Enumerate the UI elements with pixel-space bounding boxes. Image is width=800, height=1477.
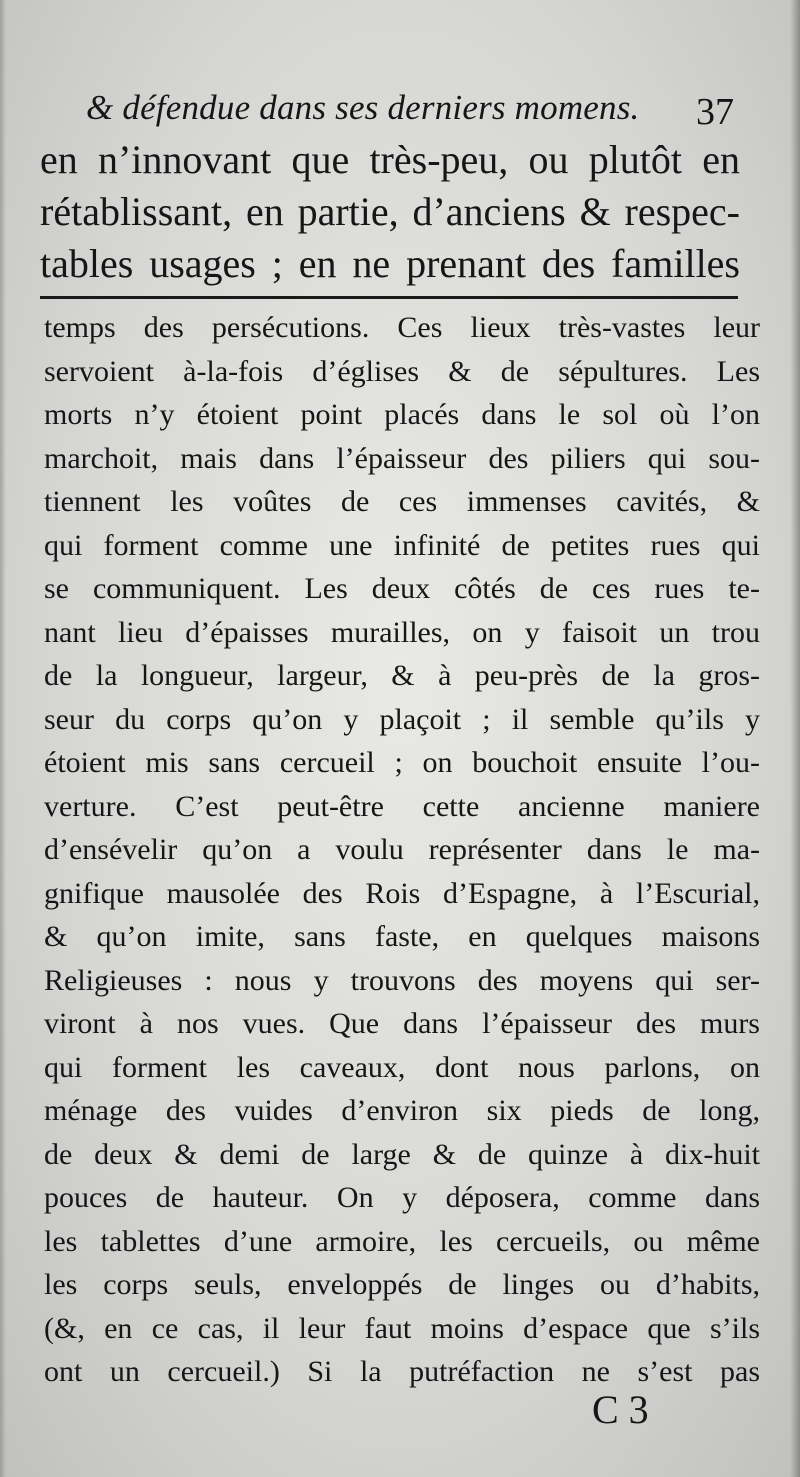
footnote-line: se communiquent. Les deux côtés de ces rues te-	[44, 572, 760, 605]
footnote-rule	[40, 296, 738, 299]
footnote-line: (&, en ce cas, il leur faut moins d’espace que s’ils	[44, 1311, 760, 1345]
footnote-line: d’ensévelir qu’on a voulu représenter dans le ma-	[44, 833, 760, 866]
page-number: 37	[696, 91, 734, 133]
footnote-line: les tablettes d’une armoire, les cercueils, ou même	[44, 1224, 760, 1258]
footnote-line: de deux & demi de large & de quinze à dix-huit	[44, 1137, 760, 1171]
footnote-line: ont un cercueil.) Si la putréfaction ne s’est pas	[44, 1355, 760, 1388]
footnote-line: étoient mis sans cercueil ; on bouchoit ensuite l’ou-	[44, 746, 760, 779]
signature-mark: C 3	[592, 1387, 649, 1432]
page-edge-shadow-right	[790, 0, 800, 1477]
footnote-line: verture. C’est peut-être cette ancienne maniere	[44, 789, 760, 823]
footnote-line: de la longueur, largeur, & à peu-près de la gros-	[44, 659, 760, 692]
main-text	[40, 134, 740, 290]
footnote-line: Religieuses : nous y trouvons des moyens qui ser-	[44, 963, 760, 997]
main-text-line: tables usages ; en ne prenant des familles	[40, 241, 740, 286]
footnote-line: nant lieu d’épaisses murailles, on y faisoit un trou	[44, 615, 760, 649]
main-text-line: en n’innovant que très-peu, ou plutôt en	[40, 137, 740, 182]
footnote-line: viront à nos vues. Que dans l’épaisseur des murs	[44, 1007, 760, 1040]
running-title: & défendue dans ses derniers momens.	[86, 88, 640, 127]
footnote-line: seur du corps qu’on y plaçoit ; il semble qu’ils y	[44, 702, 760, 736]
page-header	[86, 84, 746, 134]
footnote-line: ménage des vuides d’environ six pieds de long,	[44, 1094, 760, 1127]
footnote-line: marchoit, mais dans l’épaisseur des piliers qui sou-	[44, 441, 760, 475]
page-edge-shadow-left	[0, 0, 6, 1477]
footnote-line: pouces de hauteur. On y déposera, comme dans	[44, 1181, 760, 1214]
footnote-line: temps des persécutions. Ces lieux très-vastes leur	[44, 311, 760, 344]
footnote-line: & qu’on imite, sans faste, en quelques maisons	[44, 920, 760, 953]
footnote-line: gnifique mausolée des Rois d’Espagne, à l’Escurial,	[44, 876, 760, 910]
footnote-text	[44, 306, 760, 1394]
footnote-line: servoient à-la-fois d’églises & de sépultures. Les	[44, 354, 760, 388]
footnote-line: qui forment les caveaux, dont nous parlons, on	[44, 1050, 760, 1084]
footnote-line: morts n’y étoient point placés dans le sol où l’on	[44, 398, 760, 431]
footnote-line: qui forment comme une infinité de petites rues qui	[44, 528, 760, 562]
footnote-line: tiennent les voûtes de ces immenses cavités, &	[44, 485, 760, 518]
main-text-line: rétablissant, en partie, d’anciens & respec-	[40, 189, 740, 234]
footnote-line: les corps seuls, enveloppés de linges ou d’habits,	[44, 1268, 760, 1301]
